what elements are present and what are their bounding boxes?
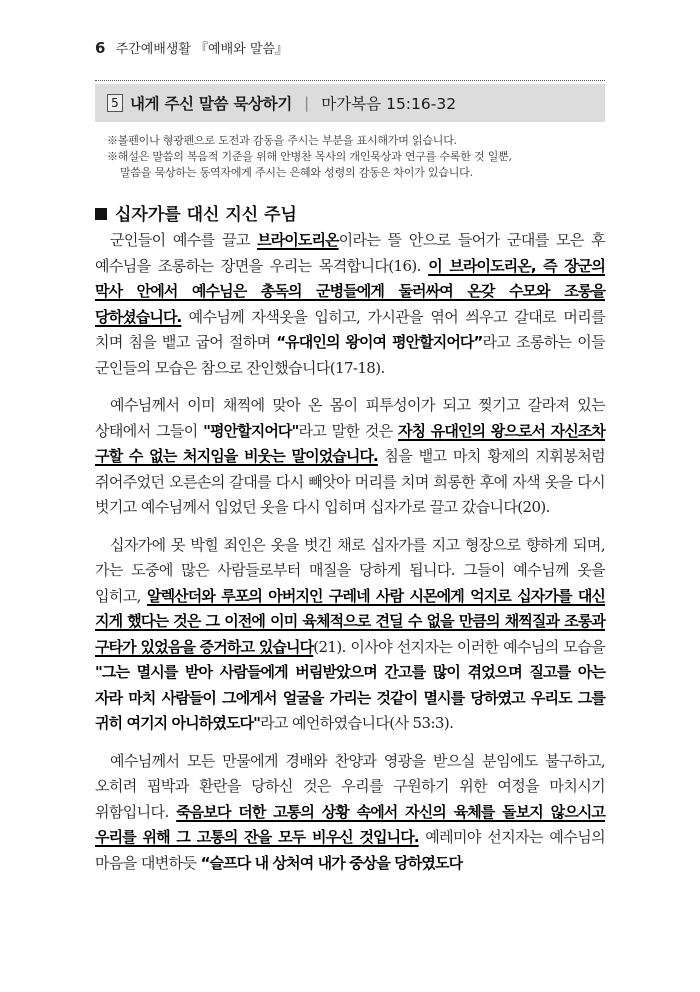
- underlined-term: 브라이도리온: [257, 231, 339, 249]
- paragraph-1: [95, 228, 605, 381]
- bold-quote: "평안할지어다": [203, 421, 299, 440]
- meditation-title: 내게 주신 말씀 묵상하기: [130, 95, 293, 113]
- underlined-emphasis: 알렉산더와 루포의 아버지인 구레네 사람 시몬에게 억지로 십자가를 대신 지게 했다는 것은 그 이전에 이미 육체적으로 견딜 수 없을 만큼의 채찍질과 조롱과 구타가 있었음을 증거하고 있습니다: [95, 586, 606, 656]
- paragraph-4: [95, 749, 605, 877]
- square-bullet-icon: [95, 208, 107, 220]
- page-number: 6: [95, 39, 106, 57]
- text-span: 이라는 뜰 안으로 들어가 군대를 모은 후 예수님을 조롱하는 장면을 우리는 목격합니다(16).: [95, 231, 605, 275]
- paragraph-2: [95, 393, 605, 521]
- text-span: 군인들이 예수를 끌고: [110, 231, 258, 249]
- underlined-emphasis: 이 브라이도리온, 즉 장군의 막사 안에서 예수님은 총독의 군병들에게 둘러싸여 온갖 수모와 조롱을 당하셨습니다.: [95, 256, 605, 326]
- dotted-divider: [95, 80, 605, 81]
- paragraph-3: [95, 533, 605, 737]
- title-separator: |: [304, 94, 310, 112]
- text-span: 예수님께 자색옷을 입히고, 가시관을 엮어 씌우고 갈대로 머리를 치며 침을 뱉고 굽어 절하며: [95, 307, 605, 351]
- bold-quote: "그는 멸시를 받아 사람들에게 버림받았으며 간고를 많이 겪었으며 질고를 아는 자라 마치 사람들이 그에게서 얼굴을 가리는 것같이 멸시를 당하였고 우리도 그를 귀히 여기지 아니하였도다": [95, 663, 605, 732]
- section-title-box: [95, 84, 605, 122]
- text-span: 예레미야 선지자는 예수님의 마음을 대변하듯: [95, 828, 605, 872]
- text-span: 라고 말한 것은: [298, 421, 399, 440]
- text-span: 라고 예언하였습니다(사 53:3).: [260, 714, 454, 732]
- text-span: 예수님께서 모든 만물에게 경배와 찬양과 영광을 받으실 분임에도 불구하고, 오히려 핍박과 환란을 당하신 것은 우리를 구원하기 위한 여정을 마치시기 위함입니다.: [95, 751, 605, 821]
- note-commentary: ※해설은 말씀의 복음적 기준을 위해 안병찬 목사의 개인묵상과 연구를 수록한 것 일뿐,: [107, 150, 512, 163]
- section-heading-text: 십자가를 대신 지신 주님: [115, 205, 297, 225]
- book-title: 주간예배생활 『예배와 말씀』: [115, 42, 288, 57]
- bold-quote: “슬프다 내 상처여 내가 중상을 당하였도다: [200, 853, 463, 872]
- underlined-emphasis: 죽음보다 더한 고통의 상황 속에서 자신의 육체를 돌보지 않으시고 우리를 위해 그 고통의 잔을 모두 비우신 것입니다.: [95, 802, 605, 846]
- text-span: 라고 조롱하는 이들 군인들의 모습은 참으로 잔인했습니다(17-18).: [95, 333, 605, 377]
- text-span: (21). 이사야 선지자는 이러한 예수님의 모습을: [313, 637, 605, 656]
- note-highlight: ※볼펜이나 형광펜으로 도전과 감동을 주시는 부분을 표시해가며 읽습니다.: [107, 134, 457, 147]
- section-heading: [95, 200, 297, 225]
- note-commentary-continued: 말씀을 묵상하는 동역자에게 주시는 은혜와 성령의 감동은 차이가 있습니다.: [120, 166, 473, 179]
- section-number-badge: 5: [107, 94, 123, 112]
- scripture-reference: 마가복음 15:16-32: [321, 95, 457, 113]
- bold-quote: “유대인의 왕이여 평안할지어다”: [276, 333, 483, 351]
- page-header: [95, 38, 605, 57]
- text-span: 예수님께서 이미 채찍에 맞아 온 몸이 피투성이가 되고 찢기고 갈라져 있는 상태에서 그들이: [95, 396, 605, 440]
- text-span: 십자가에 못 박힐 죄인은 옷을 벗긴 채로 십자가를 지고 형장으로 향하게 되며, 가는 도중에 많은 사람들로부터 매질을 당하게 됩니다. 그들이 예수님께 옷을 입히고,: [95, 535, 605, 605]
- body-text: [95, 228, 605, 888]
- text-span: 침을 뱉고 마치 황제의 지휘봉처럼 쥐어주었던 오른손의 갈대를 다시 빼앗아 머리를 치며 희롱한 후에 자색 옷을 다시 벗기고 예수님께서 입었던 옷을 다시 입히며 십자가로 끌고 갔습니다(20).: [95, 447, 605, 516]
- underlined-emphasis: 자칭 유대인의 왕으로서 자신조차 구할 수 없는 처지임을 비웃는 말이었습니다.: [95, 421, 605, 465]
- reading-notes: [107, 133, 605, 181]
